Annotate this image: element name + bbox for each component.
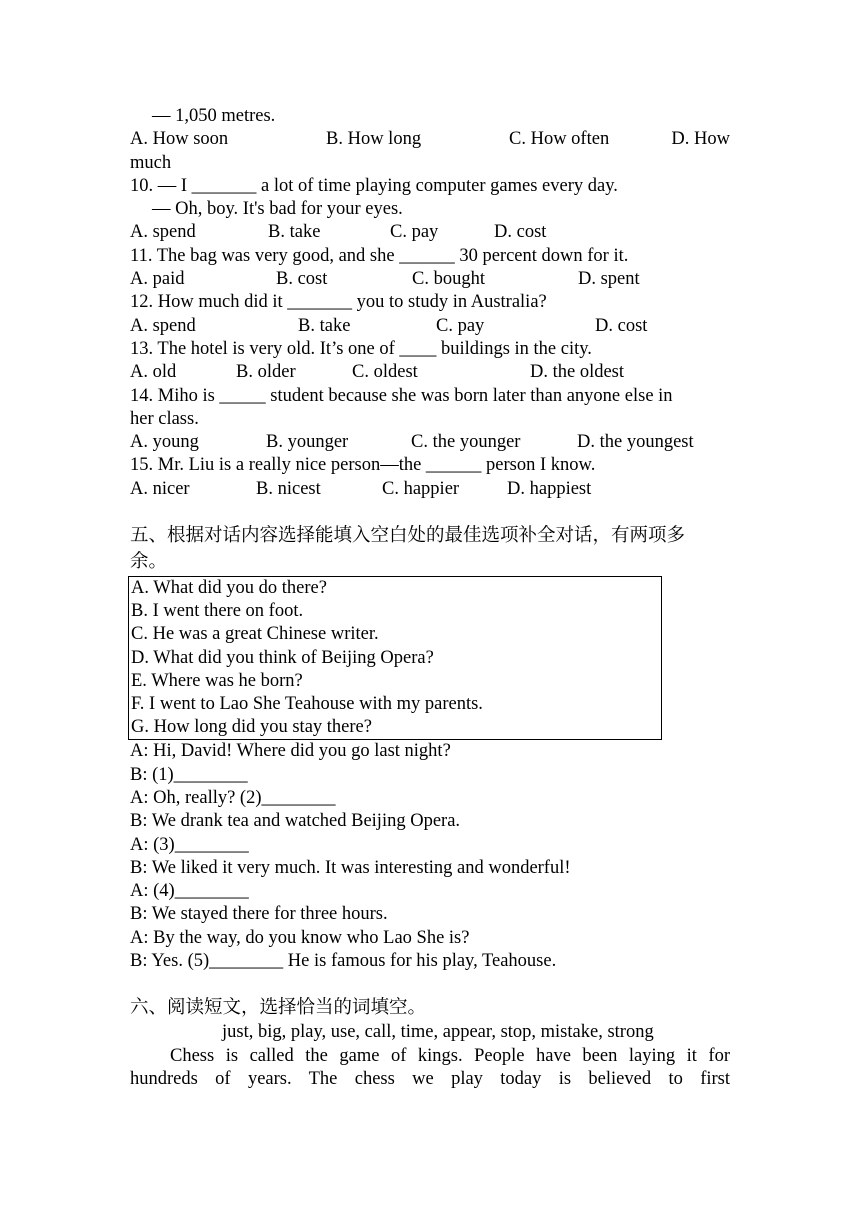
section5-title-line1: 五、根据对话内容选择能填入空白处的最佳选项补全对话，有两项多 [130, 526, 686, 547]
q12-options [130, 315, 730, 338]
q11-option-b: B. cost [276, 269, 328, 290]
q9-option-d-part1: D. How [671, 129, 730, 150]
q15-stem: 15. Mr. Liu is a really nice person—the ______ person I know. [130, 455, 596, 476]
dialogue-line-7: A: (4)________ [130, 881, 249, 902]
q14-stem-line2: her class. [130, 408, 199, 429]
section6-para-line1: Chess is called the game of kings. People have been laying it for [170, 1045, 730, 1066]
dialogue-line-4: B: We drank tea and watched Beijing Opera. [130, 811, 461, 832]
spacer [130, 501, 730, 523]
choice-b: B. I went there on foot. [131, 601, 304, 622]
q12-stem: 12. How much did it _______ you to study in Australia? [130, 292, 547, 313]
q14-option-b: B. younger [266, 432, 349, 453]
spacer [130, 973, 730, 995]
dialogue-line-6: B: We liked it very much. It was interesting and wonderful! [130, 857, 571, 878]
dialogue-line-5: A: (3)________ [130, 834, 249, 855]
dialogue-line-9: A: By the way, do you know who Lao She is? [130, 927, 470, 948]
q15-options [130, 478, 730, 501]
q14-option-a: A. young [130, 432, 199, 453]
q10-option-a: A. spend [130, 222, 196, 243]
choice-d: D. What did you think of Beijing Opera? [131, 647, 434, 668]
q13-option-b: B. older [236, 362, 296, 383]
q14-options [130, 431, 730, 454]
q10-reply: — Oh, boy. It's bad for your eyes. [152, 199, 403, 220]
q13-option-d: D. the oldest [530, 362, 625, 383]
choice-f: F. I went to Lao She Teahouse with my parents. [131, 693, 483, 714]
dialogue-line-2: B: (1)________ [130, 764, 248, 785]
q13-option-c: C. oldest [352, 362, 418, 383]
dialogue-line-8: B: We stayed there for three hours. [130, 904, 388, 925]
q10-option-d: D. cost [494, 222, 547, 243]
q9-option-d-wrap: much [130, 152, 172, 173]
q10-options [130, 221, 730, 244]
section6-para-line2: hundreds of years. The chess we play today is believed to first [130, 1068, 730, 1089]
q9-option-c: C. How often [509, 129, 610, 150]
q14-option-d: D. the youngest [577, 432, 694, 453]
q12-option-d: D. cost [595, 315, 648, 336]
choice-c: C. He was a great Chinese writer. [131, 624, 379, 645]
exam-page [130, 105, 730, 1091]
section5-title-line2: 余。 [130, 552, 168, 573]
dialogue-line-1: A: Hi, David! Where did you go last night? [130, 741, 451, 762]
q9-answer-line: — 1,050 metres. [152, 106, 276, 126]
dialogue-line-10: B: Yes. (5)________ He is famous for his play, Teahouse. [130, 951, 557, 972]
q15-option-b: B. nicest [256, 478, 321, 499]
dialogue-line-3: A: Oh, really? (2)________ [130, 787, 336, 808]
q9-options [130, 128, 730, 151]
q12-option-a: A. spend [130, 315, 196, 336]
q13-option-a: A. old [130, 362, 177, 383]
q9-option-b: B. How long [326, 129, 422, 150]
choice-e: E. Where was he born? [131, 670, 303, 691]
q12-option-b: B. take [298, 315, 351, 336]
q10-stem: 10. — I _______ a lot of time playing computer games every day. [130, 175, 618, 196]
q11-stem: 11. The bag was very good, and she ______ 30 percent down for it. [130, 245, 629, 266]
choice-a: A. What did you do there? [131, 578, 327, 599]
q11-option-d: D. spent [578, 269, 640, 290]
q15-option-a: A. nicer [130, 478, 190, 499]
q14-stem-line1: 14. Miho is _____ student because she was born later than anyone else in [130, 385, 673, 406]
section6-title: 六、阅读短文，选择恰当的词填空。 [130, 998, 427, 1019]
q10-option-b: B. take [268, 222, 321, 243]
q15-option-c: C. happier [382, 478, 460, 499]
q15-option-d: D. happiest [507, 478, 592, 499]
q9-option-a: A. How soon [130, 129, 229, 150]
q11-option-a: A. paid [130, 269, 185, 290]
q14-option-c: C. the younger [411, 432, 521, 453]
q11-option-c: C. bought [412, 269, 485, 290]
q11-options [130, 268, 730, 291]
section5-choice-box [128, 576, 662, 740]
section6-word-bank: just, big, play, use, call, time, appear, stop, mistake, strong [222, 1022, 654, 1043]
choice-g: G. How long did you stay there? [131, 717, 372, 738]
q10-option-c: C. pay [390, 222, 439, 243]
q12-option-c: C. pay [436, 315, 485, 336]
q13-stem: 13. The hotel is very old. It’s one of ____ buildings in the city. [130, 338, 592, 359]
q13-options [130, 361, 730, 384]
